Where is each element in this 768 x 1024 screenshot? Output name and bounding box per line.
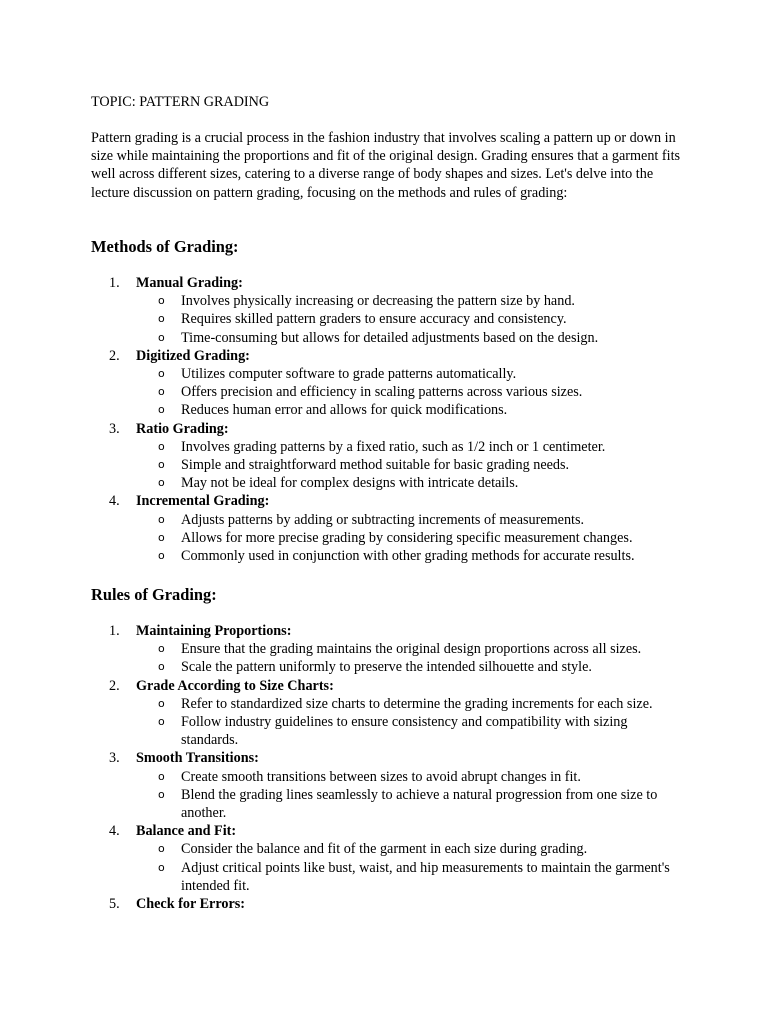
list-item — [109, 622, 679, 677]
sub-bullet-list — [136, 292, 679, 347]
sub-bullet-text: Adjust critical points like bust, waist, and hip measurements to maintain the garment's intended fit. — [181, 859, 670, 894]
item-title: Grade According to Size Charts: — [136, 677, 334, 694]
circle-bullet-icon: o — [158, 512, 165, 526]
sub-bullet-text: Offers precision and efficiency in scaling patterns across various sizes. — [181, 384, 583, 401]
sub-bullet-item — [158, 365, 679, 383]
item-number: 4. — [109, 493, 120, 510]
sub-bullet-item — [158, 456, 679, 474]
sub-bullet-text: May not be ideal for complex designs with intricate details. — [181, 475, 519, 492]
sub-bullet-item — [158, 383, 679, 401]
circle-bullet-icon: o — [158, 787, 165, 801]
sub-bullet-item — [158, 438, 679, 456]
sub-bullet-text: Commonly used in conjunction with other grading methods for accurate results. — [181, 548, 635, 565]
circle-bullet-icon: o — [158, 294, 165, 308]
circle-bullet-icon: o — [158, 330, 165, 344]
item-title: Ratio Grading: — [136, 420, 229, 437]
item-title: Smooth Transitions: — [136, 750, 259, 767]
rules-heading: Rules of Grading: — [91, 585, 217, 604]
circle-bullet-icon: o — [158, 312, 165, 326]
sub-bullet-item — [158, 786, 679, 822]
sub-bullet-list — [136, 840, 679, 895]
circle-bullet-icon: o — [158, 439, 165, 453]
sub-bullet-item — [158, 310, 679, 328]
circle-bullet-icon: o — [158, 860, 165, 874]
list-item — [109, 749, 679, 822]
sub-bullet-item — [158, 329, 679, 347]
item-number: 3. — [109, 420, 120, 437]
circle-bullet-icon: o — [158, 549, 165, 563]
sub-bullet-text: Consider the balance and fit of the garment in each size during grading. — [181, 841, 588, 858]
sub-bullet-text: Involves grading patterns by a fixed ratio, such as 1/2 inch or 1 centimeter. — [181, 438, 606, 455]
circle-bullet-icon: o — [158, 642, 165, 656]
list-item — [109, 347, 679, 420]
list-item — [109, 492, 679, 565]
sub-bullet-list — [136, 768, 679, 823]
sub-bullet-item — [158, 859, 679, 895]
sub-bullet-item — [158, 658, 679, 676]
list-item — [109, 677, 679, 750]
sub-bullet-item — [158, 640, 679, 658]
circle-bullet-icon: o — [158, 696, 165, 710]
sub-bullet-item — [158, 713, 679, 749]
sub-bullet-text: Adjusts patterns by adding or subtracting increments of measurements. — [181, 511, 585, 528]
circle-bullet-icon: o — [158, 385, 165, 399]
circle-bullet-icon: o — [158, 715, 165, 729]
document-title: TOPIC: PATTERN GRADING — [91, 94, 270, 110]
item-number: 1. — [109, 623, 120, 639]
sub-bullet-text: Blend the grading lines seamlessly to achieve a natural progression from one size to another. — [181, 786, 658, 822]
sub-bullet-item — [158, 401, 679, 419]
circle-bullet-icon: o — [158, 842, 165, 856]
sub-bullet-text: Utilizes computer software to grade patterns automatically. — [181, 366, 517, 383]
circle-bullet-icon: o — [158, 769, 165, 783]
item-title: Balance and Fit: — [136, 823, 237, 840]
circle-bullet-icon: o — [158, 530, 165, 544]
sub-bullet-text: Refer to standardized size charts to determine the grading increments for each size. — [181, 695, 653, 712]
sub-bullet-text: Reduces human error and allows for quick modifications. — [181, 402, 508, 419]
sub-bullet-item — [158, 292, 679, 310]
circle-bullet-icon: o — [158, 367, 165, 381]
item-number: 2. — [109, 677, 120, 694]
sub-bullet-item — [158, 695, 679, 713]
sub-bullet-text: Time-consuming but allows for detailed adjustments based on the design. — [181, 329, 599, 346]
sub-bullet-item — [158, 529, 679, 547]
sub-bullet-item — [158, 547, 679, 565]
item-title: Manual Grading: — [136, 275, 243, 291]
sub-bullet-text: Simple and straightforward method suitable for basic grading needs. — [181, 457, 570, 474]
methods-heading: Methods of Grading: — [91, 237, 239, 256]
list-item — [109, 822, 679, 895]
methods-list — [109, 274, 679, 565]
sub-bullet-text: Scale the pattern uniformly to preserve the intended silhouette and style. — [181, 659, 592, 676]
sub-bullet-list — [136, 365, 679, 420]
item-title: Maintaining Proportions: — [136, 623, 292, 639]
sub-bullet-text: Create smooth transitions between sizes to avoid abrupt changes in fit. — [181, 768, 581, 785]
circle-bullet-icon: o — [158, 660, 165, 674]
sub-bullet-list — [136, 640, 679, 676]
circle-bullet-icon: o — [158, 403, 165, 417]
item-title: Incremental Grading: — [136, 493, 270, 510]
list-item — [109, 274, 679, 347]
sub-bullet-item — [158, 474, 679, 492]
sub-bullet-text: Ensure that the grading maintains the original design proportions across all sizes. — [181, 641, 642, 658]
sub-bullet-list — [136, 511, 679, 566]
item-number: 5. — [109, 896, 120, 913]
item-title: Digitized Grading: — [136, 347, 250, 364]
rules-list — [109, 622, 679, 913]
sub-bullet-text: Allows for more precise grading by considering specific measurement changes. — [181, 529, 633, 546]
item-number: 4. — [109, 823, 120, 840]
sub-bullet-text: Follow industry guidelines to ensure consistency and compatibility with sizing standards. — [181, 714, 628, 749]
sub-bullet-text: Requires skilled pattern graders to ensure accuracy and consistency. — [181, 311, 567, 328]
sub-bullet-text: Involves physically increasing or decreasing the pattern size by hand. — [181, 293, 575, 310]
list-item — [109, 420, 679, 493]
item-number: 3. — [109, 750, 120, 767]
intro-paragraph: Pattern grading is a crucial process in the fashion industry that involves scaling a pattern up or down in size while maintaining the proportions and fit of the original design. Grading ensures that a garment fits well across different sizes, catering to a diverse range of body shapes and sizes. Let's delve into the lecture discussion on pattern grading, focusing on the methods and rules of grading: — [91, 130, 681, 201]
sub-bullet-item — [158, 511, 679, 529]
item-title: Check for Errors: — [136, 896, 246, 913]
circle-bullet-icon: o — [158, 458, 165, 472]
sub-bullet-item — [158, 768, 679, 786]
sub-bullet-item — [158, 840, 679, 858]
circle-bullet-icon: o — [158, 476, 165, 490]
item-number: 1. — [109, 275, 120, 291]
list-item — [109, 895, 679, 913]
item-number: 2. — [109, 347, 120, 364]
sub-bullet-list — [136, 438, 679, 493]
sub-bullet-list — [136, 695, 679, 750]
